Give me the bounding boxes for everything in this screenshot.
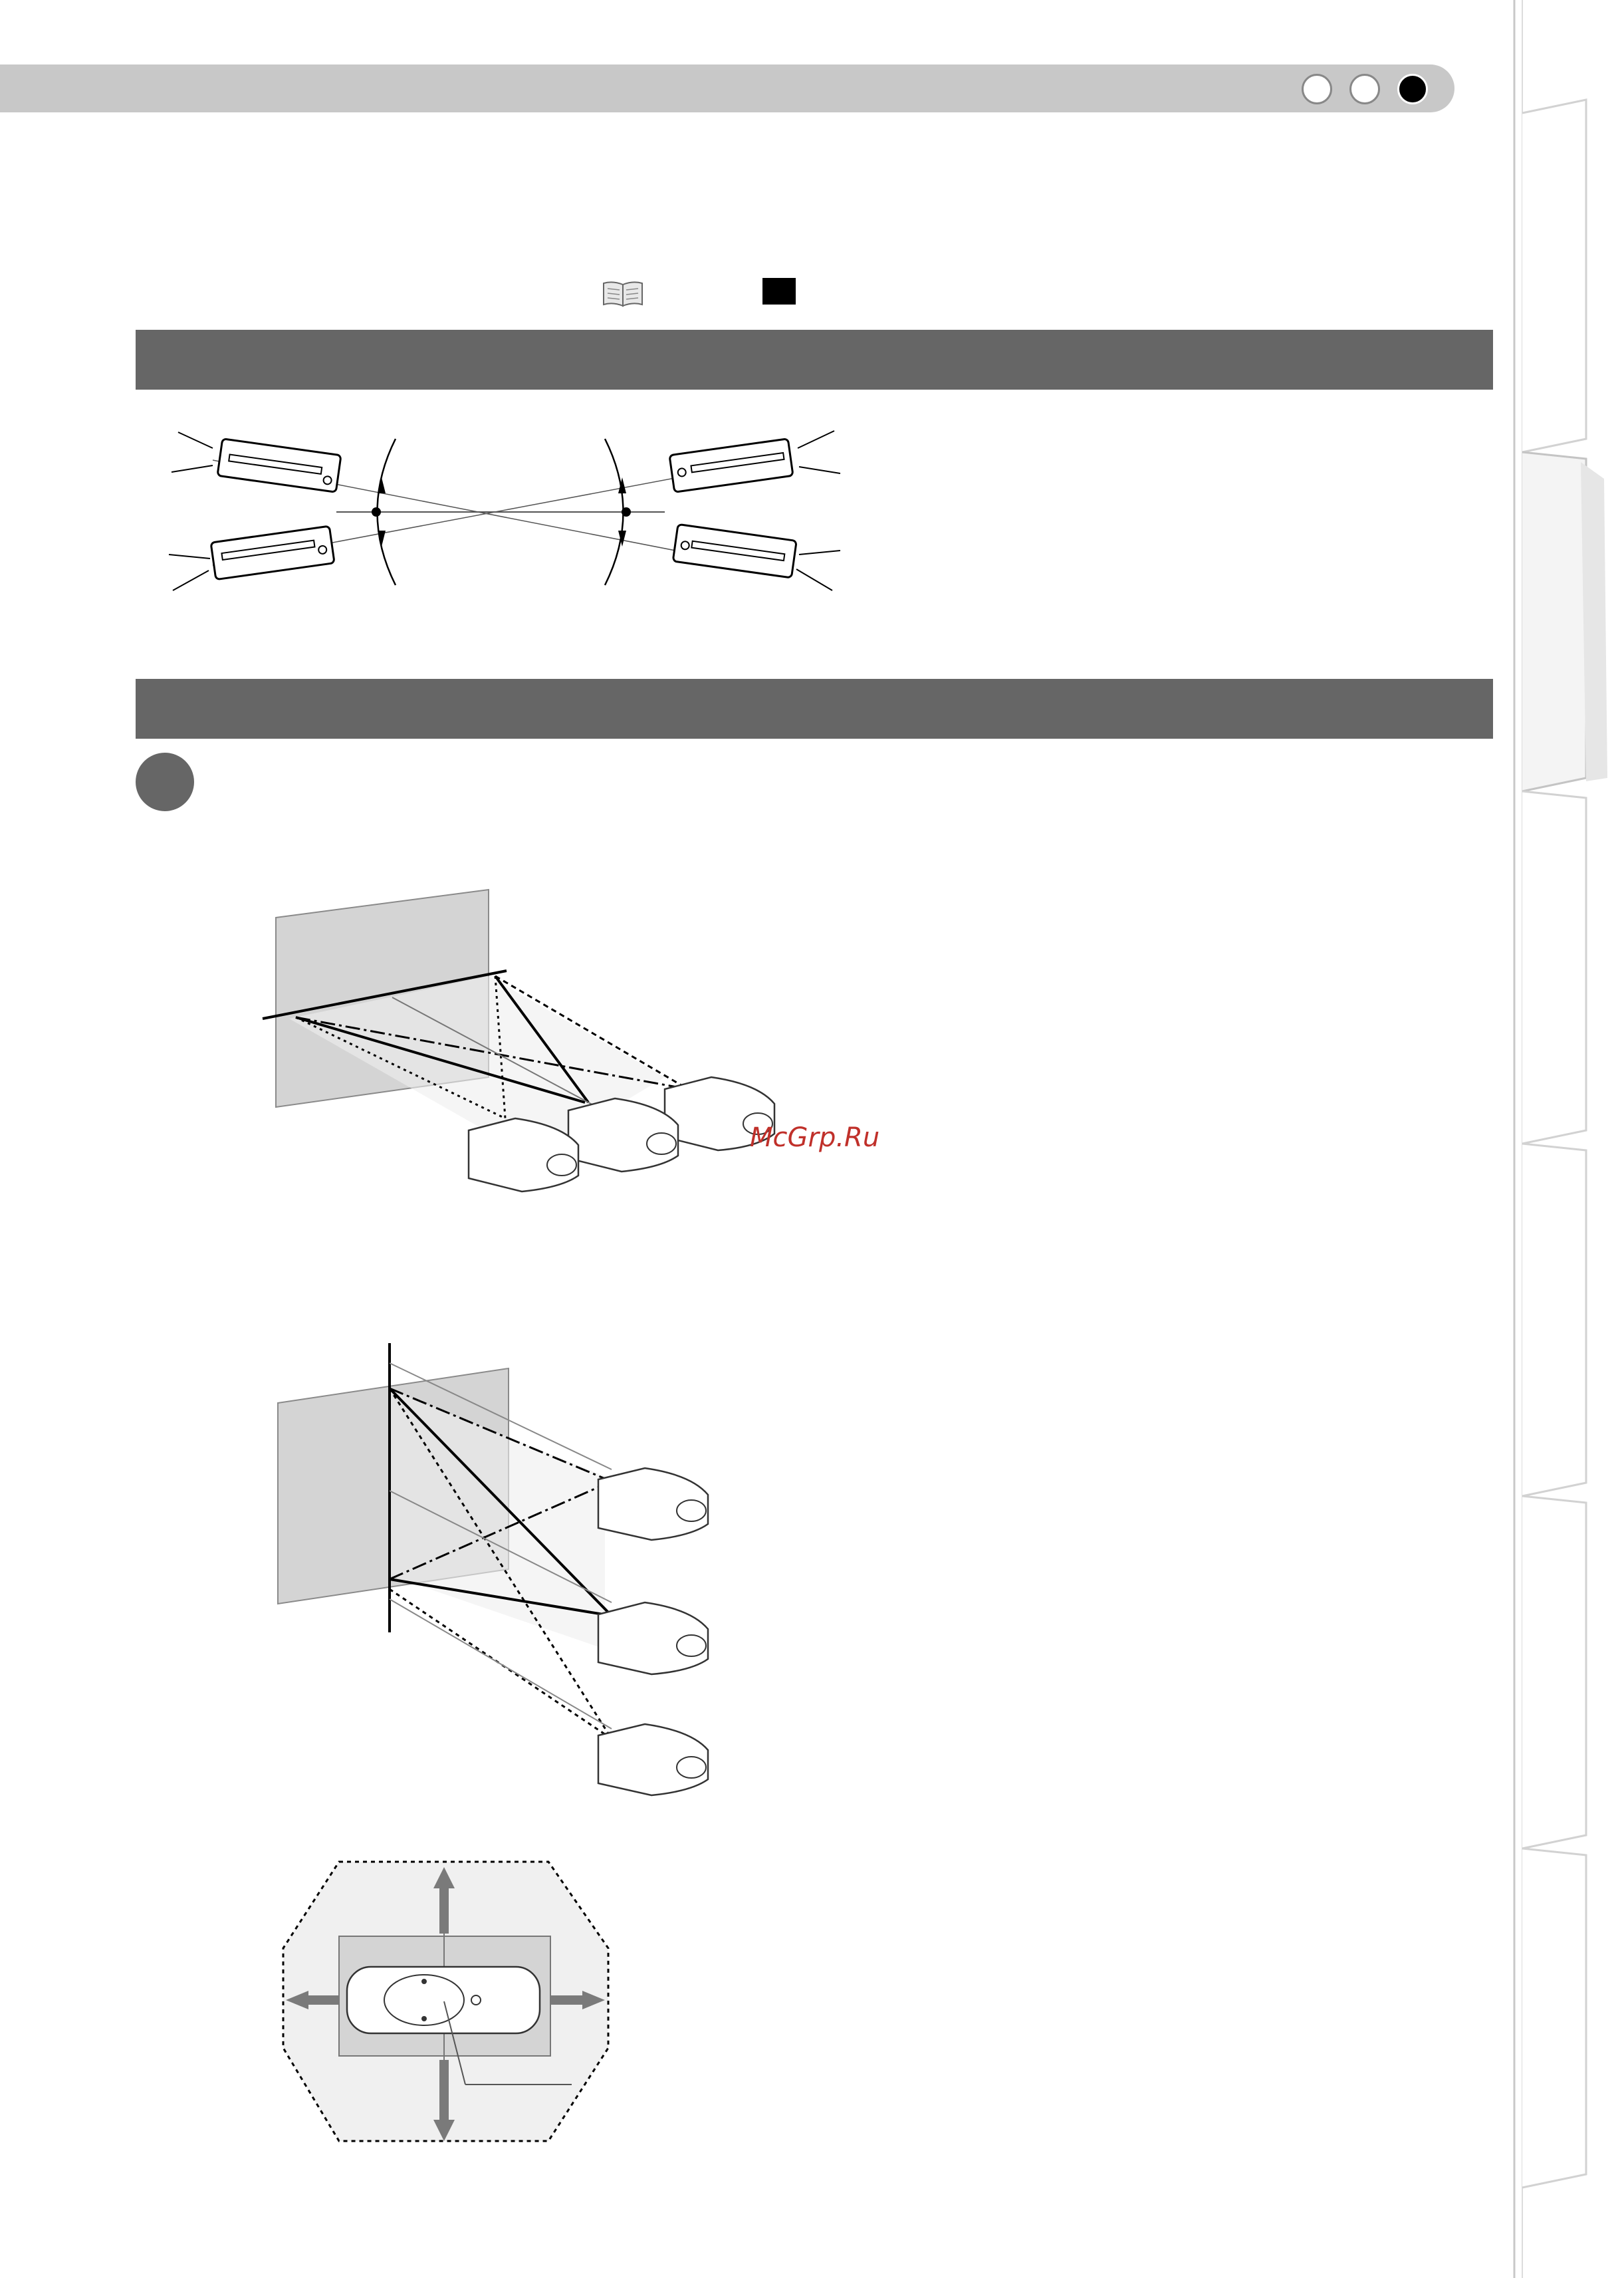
projector-top [598, 1468, 708, 1540]
projector-bottom [598, 1724, 708, 1795]
projector-center [568, 1098, 678, 1172]
horizontal-shift-figure [253, 878, 851, 1210]
step-dot-2 [1349, 74, 1380, 104]
vertical-shift-figure [266, 1336, 745, 1802]
header-bar [0, 64, 1454, 112]
step-dot-1 [1302, 74, 1332, 104]
projector-middle [598, 1602, 708, 1674]
section-header-bar-1 [136, 330, 1493, 390]
watermark-text: McGrp.Ru [750, 1122, 880, 1153]
tilt-angle-figure [160, 419, 851, 605]
shift-range-diagram [279, 1855, 612, 2148]
black-square-icon [762, 278, 796, 305]
circle-badge [136, 753, 194, 811]
step-dot-3-current [1397, 74, 1428, 104]
book-icon [602, 279, 643, 307]
section-header-bar-2 [136, 679, 1493, 739]
side-tab-strip [1508, 0, 1624, 2278]
